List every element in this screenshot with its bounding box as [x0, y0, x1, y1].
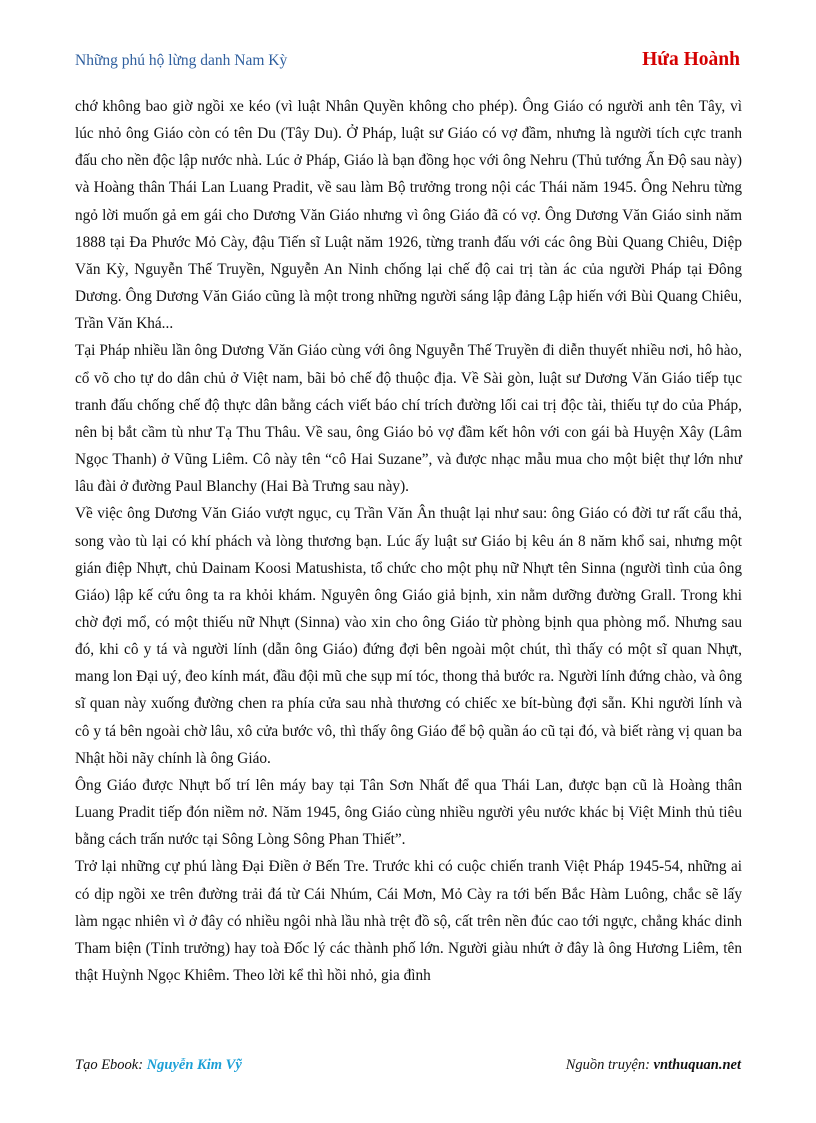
source-credit — [566, 1057, 741, 1074]
author-name: Hứa Hoành — [642, 49, 740, 70]
page-footer — [75, 1057, 741, 1077]
creator-separator: : — [138, 1057, 147, 1073]
creator-name: Nguyễn Kim Vỹ — [146, 1057, 242, 1073]
source-separator: : — [645, 1057, 654, 1073]
paragraph: Ông Giáo được Nhựt bố trí lên máy bay tại Tân Sơn Nhất để qua Thái Lan, được bạn cũ là Hoàng thân Luang Pradit tiếp đón niềm nở. Năm 1945, ông Giáo cùng nhiều người yêu nước khác bị Việt Minh thủ tiêu bằng cách trấn nước tại Sông Lòng Sông Phan Thiết”. — [75, 776, 742, 849]
source-label: Nguồn truyện — [565, 1057, 646, 1073]
paragraph: Về việc ông Dương Văn Giáo vượt ngục, cụ Trần Văn Ân thuật lại như sau: ông Giáo có đời tư rất cẩu thả, song vào tù lại có khí phách và lòng thương bạn. Lúc ấy luật sư Giáo bị kêu án 8 năm khổ sai, nhưng một gián điệp Nhựt, chủ Dainam Koosi Matushista, tổ chức cho một phụ nữ Nhựt tên Sinna (người tình của ông Giáo) lập kế cứu ông ta ra khỏi khám. Nguyên ông Giáo giả bịnh, xin nằm dưỡng đường Grall. Trong khi chờ đợi mổ, có một thiếu nữ Nhựt (Sinna) vào xin cho ông Giáo từ phòng bịnh qua phòng mổ. Nhưng sau đó, khi cô y tá và người lính (dẫn ông Giáo) đứng đợi bên ngoài một chút, thì thấy có một sĩ quan Nhựt, mang lon Đại uý, đeo kính mát, đầu đội mũ che sụp mí tóc, thong thả bước ra. Người lính đứng chào, và ông sĩ quan này xuống đường chen ra phía cửa sau nhà thương có chiếc xe bít-bùng đợi sẵn. Khi người lính và cô y tá bên ngoài chờ lâu, xô cửa bước vô, thì thấy ông Giáo để bộ quần áo cũ tại đó, và biết ràng vị quan ba Nhật hồi nãy chính là ông Giáo. — [75, 505, 742, 767]
page-body — [75, 93, 742, 989]
paragraph: Tại Pháp nhiều lần ông Dương Văn Giáo cùng với ông Nguyễn Thế Truyền đi diễn thuyết nhiều nơi, hô hào, cổ võ cho tự do dân chủ ở Việt nam, bãi bỏ chế độ thuộc địa. Về Sài gòn, luật sư Dương Văn Giáo tiếp tục tranh đấu chống chế độ thực dân bằng cách viết báo chí trích đường lối cai trị độc tài, thiếu tự do của Pháp, nên bị bắt cầm tù như Tạ Thu Thâu. Về sau, ông Giáo bỏ vợ đầm kết hôn với con gái bà Huyện Xây (Lâm Ngọc Thanh) ở Vũng Liêm. Cô này tên “cô Hai Suzane”, và được nhạc mẫu mua cho một biệt thự lớn như lâu đài ở đường Paul Blanchy (Hai Bà Trưng sau này). — [75, 342, 742, 496]
ebook-creator-credit — [75, 1057, 242, 1074]
paragraph: chớ không bao giờ ngồi xe kéo (vì luật Nhân Quyền không cho phép). Ông Giáo có người anh tên Tây, vì lúc nhỏ ông Giáo còn có tên Du (Tây Du). Ở Pháp, luật sư Giáo có vợ đầm, nhưng là người tích cực tranh đấu cho nền độc lập nước nhà. Lúc ở Pháp, Giáo là bạn đồng học với ông Nehru (Thủ tướng Ấn Độ sau này) và Hoàng thân Thái Lan Luang Pradit, về sau làm Bộ trưởng trong nội các Thái năm 1945. Ông Nehru từng ngỏ lời muốn gả em gái cho Dương Văn Giáo nhưng vì ông Giáo đã có vợ. Ông Dương Văn Giáo sinh năm 1888 tại Đa Phước Mỏ Cày, đậu Tiến sĩ Luật năm 1926, từng tranh đấu với các ông Bùi Quang Chiêu, Diệp Văn Kỳ, Nguyễn Thế Truyền, Nguyễn An Ninh chống lại chế độ cai trị tàn ác của người Pháp tại Đông Dương. Ông Dương Văn Giáo cũng là một trong những người sáng lập đảng Lập hiến với Bùi Quang Chiêu, Trần Văn Khá... — [75, 98, 742, 333]
creator-label: Tạo Ebook — [75, 1057, 139, 1073]
source-site-link[interactable]: vnthuquan.net — [653, 1057, 741, 1073]
paragraph: Trở lại những cự phú làng Đại Điền ở Bến Tre. Trước khi có cuộc chiến tranh Việt Pháp 1945-54, những ai có dịp ngồi xe trên đường trải đá từ Cái Nhúm, Cái Mơn, Mỏ Cày ra tới bến Bắc Hàm Luông, chắc sẽ lấy làm ngạc nhiên vì ở đây có nhiều ngôi nhà lầu nhà trệt đồ sộ, cất trên nền đúc cao tới ngực, chẳng khác dinh Tham biện (Tỉnh trưởng) hay toà Đốc lý các thành phố lớn. Người giàu nhứt ở đây là ông Hương Liêm, tên thật Huỳnh Ngọc Khiêm. Theo lời kể thì hồi nhỏ, gia đình — [75, 858, 742, 984]
book-title: Những phú hộ lừng danh Nam Kỳ — [75, 52, 288, 69]
page-header — [75, 49, 740, 76]
